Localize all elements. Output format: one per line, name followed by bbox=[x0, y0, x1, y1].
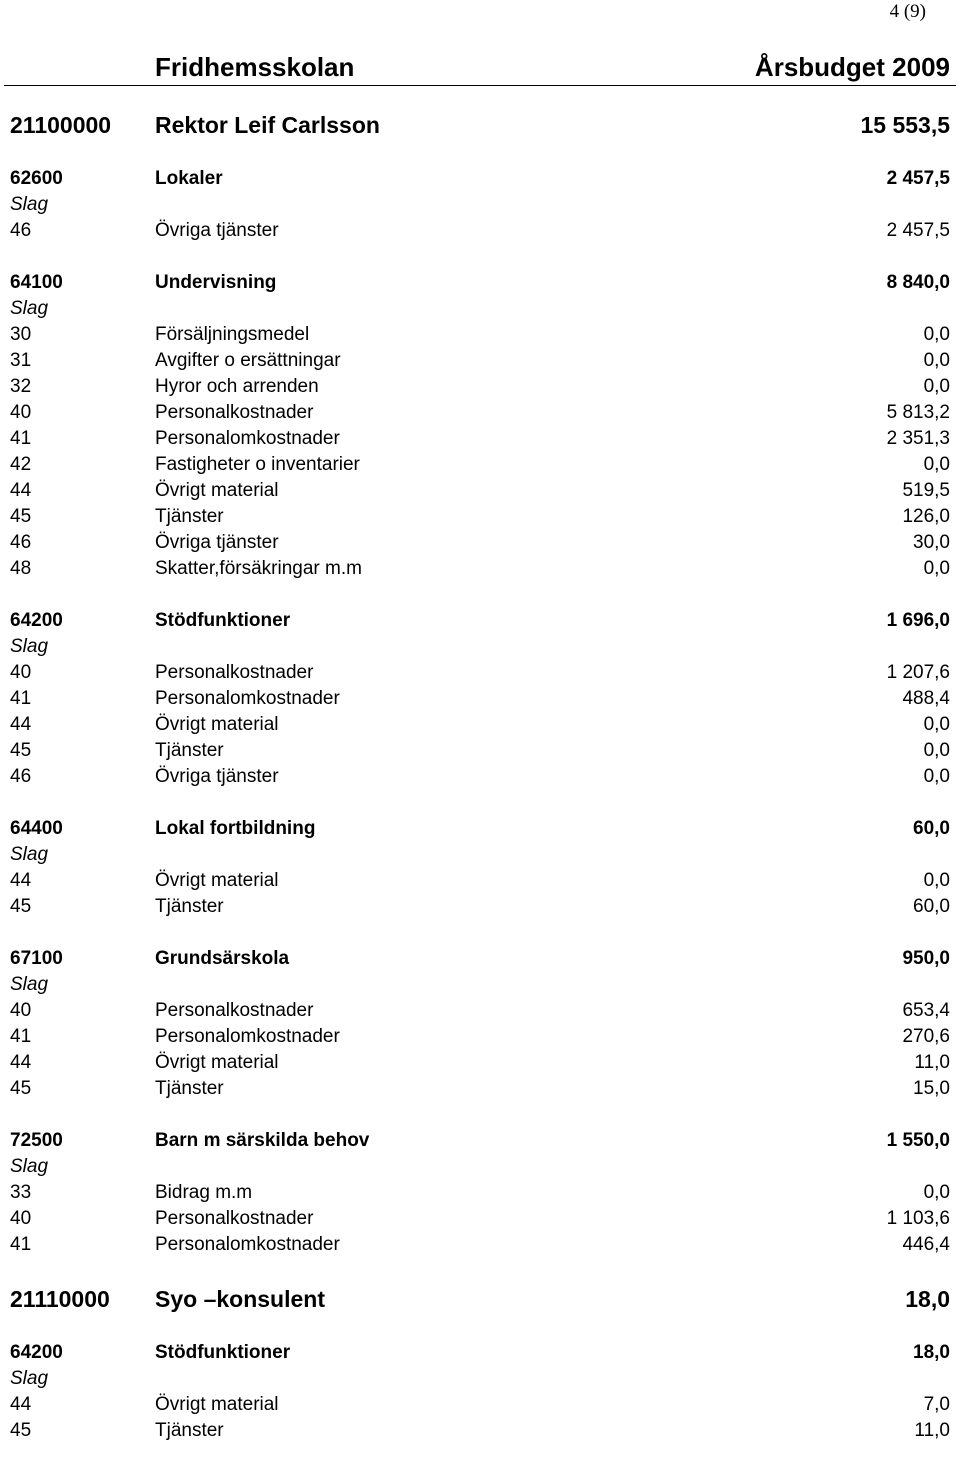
slag-label-row bbox=[0, 192, 960, 218]
line-item-row bbox=[0, 1024, 960, 1050]
line-item-row bbox=[0, 478, 960, 504]
account-row bbox=[0, 816, 960, 842]
slag-label-row bbox=[0, 634, 960, 660]
account-row-amount: 18,0 bbox=[913, 1342, 950, 1363]
line-item-row-amount: 0,0 bbox=[923, 350, 950, 371]
line-item-row-name: Övriga tjänster bbox=[155, 766, 279, 787]
account-row bbox=[0, 166, 960, 192]
line-item-row bbox=[0, 348, 960, 374]
line-item-row-amount: 0,0 bbox=[923, 714, 950, 735]
slag-label-row bbox=[0, 972, 960, 998]
line-item-row-code: 30 bbox=[10, 324, 32, 345]
line-item-row-code: 32 bbox=[10, 376, 32, 397]
account-row-name: Barn m särskilda behov bbox=[155, 1130, 370, 1151]
page-number: 4 (9) bbox=[889, 1, 926, 22]
line-item-row-code: 44 bbox=[10, 480, 32, 501]
line-item-row-amount: 0,0 bbox=[923, 558, 950, 579]
line-item-row-name: Personalkostnader bbox=[155, 1000, 314, 1021]
line-item-row-name: Övrigt material bbox=[155, 1052, 279, 1073]
budget-table bbox=[0, 110, 960, 1470]
line-item-row-name: Tjänster bbox=[155, 1420, 224, 1441]
unit-block bbox=[0, 110, 960, 1258]
line-item-row bbox=[0, 1076, 960, 1102]
line-item-row-code: 31 bbox=[10, 350, 32, 371]
line-item-row-name: Hyror och arrenden bbox=[155, 376, 319, 397]
account-row-amount: 950,0 bbox=[902, 948, 950, 969]
account-block bbox=[0, 816, 960, 920]
line-item-row bbox=[0, 556, 960, 582]
line-item-row-name: Personalkostnader bbox=[155, 662, 314, 683]
line-item-row bbox=[0, 218, 960, 244]
line-item-row bbox=[0, 738, 960, 764]
line-item-row-code: 42 bbox=[10, 454, 32, 475]
account-block bbox=[0, 270, 960, 582]
unit-block bbox=[0, 1284, 960, 1444]
account-row-amount: 2 457,5 bbox=[886, 168, 950, 189]
line-item-row bbox=[0, 1180, 960, 1206]
line-item-row-name: Fastigheter o inventarier bbox=[155, 454, 360, 475]
line-item-row bbox=[0, 504, 960, 530]
line-item-row-name: Tjänster bbox=[155, 1078, 224, 1099]
line-item-row bbox=[0, 868, 960, 894]
account-row bbox=[0, 1340, 960, 1366]
account-row-code: 64100 bbox=[10, 272, 63, 293]
line-item-row bbox=[0, 894, 960, 920]
line-item-row-name: Personalomkostnader bbox=[155, 688, 340, 709]
line-item-row bbox=[0, 660, 960, 686]
account-row-code: 64400 bbox=[10, 818, 63, 839]
slag-label-row-code: Slag bbox=[10, 194, 49, 215]
line-item-row-code: 40 bbox=[10, 402, 32, 423]
page-header bbox=[0, 50, 960, 84]
account-row-name: Undervisning bbox=[155, 272, 277, 293]
line-item-row-code: 44 bbox=[10, 870, 32, 891]
account-row-name: Lokaler bbox=[155, 168, 223, 189]
line-item-row-amount: 11,0 bbox=[914, 1052, 950, 1073]
line-item-row-name: Personalkostnader bbox=[155, 1208, 314, 1229]
line-item-row-amount: 126,0 bbox=[902, 506, 950, 527]
line-item-row-name: Bidrag m.m bbox=[155, 1182, 253, 1203]
line-item-row-code: 45 bbox=[10, 1078, 32, 1099]
account-row bbox=[0, 608, 960, 634]
unit-row-amount: 15 553,5 bbox=[860, 112, 950, 138]
slag-label-row-code: Slag bbox=[10, 844, 49, 865]
line-item-row bbox=[0, 1392, 960, 1418]
school-name: Fridhemsskolan bbox=[155, 52, 355, 82]
line-item-row bbox=[0, 1050, 960, 1076]
line-item-row-code: 40 bbox=[10, 1000, 32, 1021]
line-item-row-name: Personalomkostnader bbox=[155, 1234, 340, 1255]
slag-label-row bbox=[0, 1154, 960, 1180]
account-row-name: Stödfunktioner bbox=[155, 1342, 291, 1363]
account-row-code: 72500 bbox=[10, 1130, 63, 1151]
account-row-name: Stödfunktioner bbox=[155, 610, 291, 631]
line-item-row-amount: 0,0 bbox=[923, 324, 950, 345]
line-item-row-code: 41 bbox=[10, 1234, 32, 1255]
slag-label-row-code: Slag bbox=[10, 636, 49, 657]
slag-label-row bbox=[0, 842, 960, 868]
line-item-row bbox=[0, 1206, 960, 1232]
line-item-row-code: 33 bbox=[10, 1182, 32, 1203]
line-item-row-code: 45 bbox=[10, 740, 32, 761]
line-item-row-amount: 653,4 bbox=[902, 1000, 950, 1021]
account-row-code: 62600 bbox=[10, 168, 63, 189]
account-block bbox=[0, 946, 960, 1102]
line-item-row-amount: 0,0 bbox=[923, 870, 950, 891]
line-item-row bbox=[0, 452, 960, 478]
line-item-row-name: Tjänster bbox=[155, 506, 224, 527]
line-item-row-amount: 2 351,3 bbox=[886, 428, 950, 449]
account-row bbox=[0, 946, 960, 972]
account-row-amount: 60,0 bbox=[913, 818, 950, 839]
unit-row-code: 21110000 bbox=[10, 1286, 110, 1312]
line-item-row-amount: 0,0 bbox=[923, 1182, 950, 1203]
line-item-row-amount: 30,0 bbox=[913, 532, 950, 553]
line-item-row-amount: 0,0 bbox=[923, 740, 950, 761]
line-item-row-name: Övriga tjänster bbox=[155, 220, 279, 241]
unit-row bbox=[0, 1284, 960, 1314]
line-item-row-code: 46 bbox=[10, 766, 32, 787]
slag-label-row-code: Slag bbox=[10, 1156, 49, 1177]
line-item-row-amount: 15,0 bbox=[913, 1078, 950, 1099]
slag-label-row-code: Slag bbox=[10, 1368, 49, 1389]
account-block bbox=[0, 608, 960, 790]
line-item-row-code: 45 bbox=[10, 1420, 32, 1441]
line-item-row-amount: 1 103,6 bbox=[886, 1208, 950, 1229]
unit-row-name: Rektor Leif Carlsson bbox=[155, 112, 380, 138]
account-row-code: 67100 bbox=[10, 948, 63, 969]
account-row-amount: 8 840,0 bbox=[886, 272, 950, 293]
line-item-row-name: Övrigt material bbox=[155, 870, 279, 891]
line-item-row-name: Avgifter o ersättningar bbox=[155, 350, 341, 371]
line-item-row-name: Personalkostnader bbox=[155, 402, 314, 423]
line-item-row-amount: 2 457,5 bbox=[886, 220, 950, 241]
line-item-row-name: Övrigt material bbox=[155, 480, 279, 501]
slag-label-row-code: Slag bbox=[10, 298, 49, 319]
unit-row bbox=[0, 110, 960, 140]
slag-label-row bbox=[0, 296, 960, 322]
line-item-row-code: 48 bbox=[10, 558, 32, 579]
line-item-row-amount: 270,6 bbox=[902, 1026, 950, 1047]
account-row-amount: 1 550,0 bbox=[886, 1130, 950, 1151]
line-item-row-amount: 0,0 bbox=[923, 454, 950, 475]
line-item-row-name: Tjänster bbox=[155, 896, 224, 917]
line-item-row-name: Övrigt material bbox=[155, 714, 279, 735]
line-item-row-amount: 488,4 bbox=[902, 688, 950, 709]
line-item-row bbox=[0, 712, 960, 738]
line-item-row bbox=[0, 400, 960, 426]
line-item-row bbox=[0, 764, 960, 790]
account-row-code: 64200 bbox=[10, 1342, 63, 1363]
line-item-row-code: 40 bbox=[10, 662, 32, 683]
line-item-row-name: Personalomkostnader bbox=[155, 428, 340, 449]
account-row bbox=[0, 1128, 960, 1154]
line-item-row-code: 46 bbox=[10, 220, 32, 241]
line-item-row-amount: 0,0 bbox=[923, 376, 950, 397]
line-item-row-code: 45 bbox=[10, 506, 32, 527]
account-row bbox=[0, 270, 960, 296]
line-item-row-name: Skatter,försäkringar m.m bbox=[155, 558, 362, 579]
unit-row-amount: 18,0 bbox=[905, 1286, 950, 1312]
account-row-name: Grundsärskola bbox=[155, 948, 290, 969]
line-item-row-name: Övrigt material bbox=[155, 1394, 279, 1415]
line-item-row-amount: 446,4 bbox=[902, 1234, 950, 1255]
line-item-row bbox=[0, 1232, 960, 1258]
line-item-row bbox=[0, 998, 960, 1024]
line-item-row-amount: 519,5 bbox=[902, 480, 950, 501]
line-item-row-amount: 1 207,6 bbox=[886, 662, 950, 683]
line-item-row-code: 45 bbox=[10, 896, 32, 917]
line-item-row-code: 40 bbox=[10, 1208, 32, 1229]
line-item-row-amount: 11,0 bbox=[914, 1420, 950, 1441]
line-item-row-amount: 7,0 bbox=[923, 1394, 950, 1415]
line-item-row-name: Försäljningsmedel bbox=[155, 324, 310, 345]
line-item-row-code: 41 bbox=[10, 688, 32, 709]
account-block bbox=[0, 166, 960, 244]
line-item-row-name: Övriga tjänster bbox=[155, 532, 279, 553]
slag-label-row bbox=[0, 1366, 960, 1392]
account-block bbox=[0, 1340, 960, 1444]
line-item-row bbox=[0, 426, 960, 452]
line-item-row bbox=[0, 322, 960, 348]
line-item-row-amount: 0,0 bbox=[923, 766, 950, 787]
account-block bbox=[0, 1128, 960, 1258]
line-item-row-code: 44 bbox=[10, 714, 32, 735]
budget-title: Årsbudget 2009 bbox=[754, 52, 950, 82]
line-item-row bbox=[0, 530, 960, 556]
line-item-row-code: 41 bbox=[10, 428, 32, 449]
line-item-row-amount: 5 813,2 bbox=[886, 402, 950, 423]
line-item-row bbox=[0, 686, 960, 712]
line-item-row bbox=[0, 1418, 960, 1444]
account-row-name: Lokal fortbildning bbox=[155, 818, 316, 839]
line-item-row-amount: 60,0 bbox=[913, 896, 950, 917]
slag-label-row-code: Slag bbox=[10, 974, 49, 995]
line-item-row-name: Personalomkostnader bbox=[155, 1026, 340, 1047]
line-item-row-code: 41 bbox=[10, 1026, 32, 1047]
header-divider bbox=[4, 85, 956, 86]
line-item-row-code: 44 bbox=[10, 1052, 32, 1073]
line-item-row-name: Tjänster bbox=[155, 740, 224, 761]
line-item-row-code: 46 bbox=[10, 532, 32, 553]
unit-row-name: Syo –konsulent bbox=[155, 1286, 325, 1312]
line-item-row bbox=[0, 374, 960, 400]
account-row-code: 64200 bbox=[10, 610, 63, 631]
line-item-row-code: 44 bbox=[10, 1394, 32, 1415]
unit-row-code: 21100000 bbox=[10, 112, 112, 138]
account-row-amount: 1 696,0 bbox=[886, 610, 950, 631]
